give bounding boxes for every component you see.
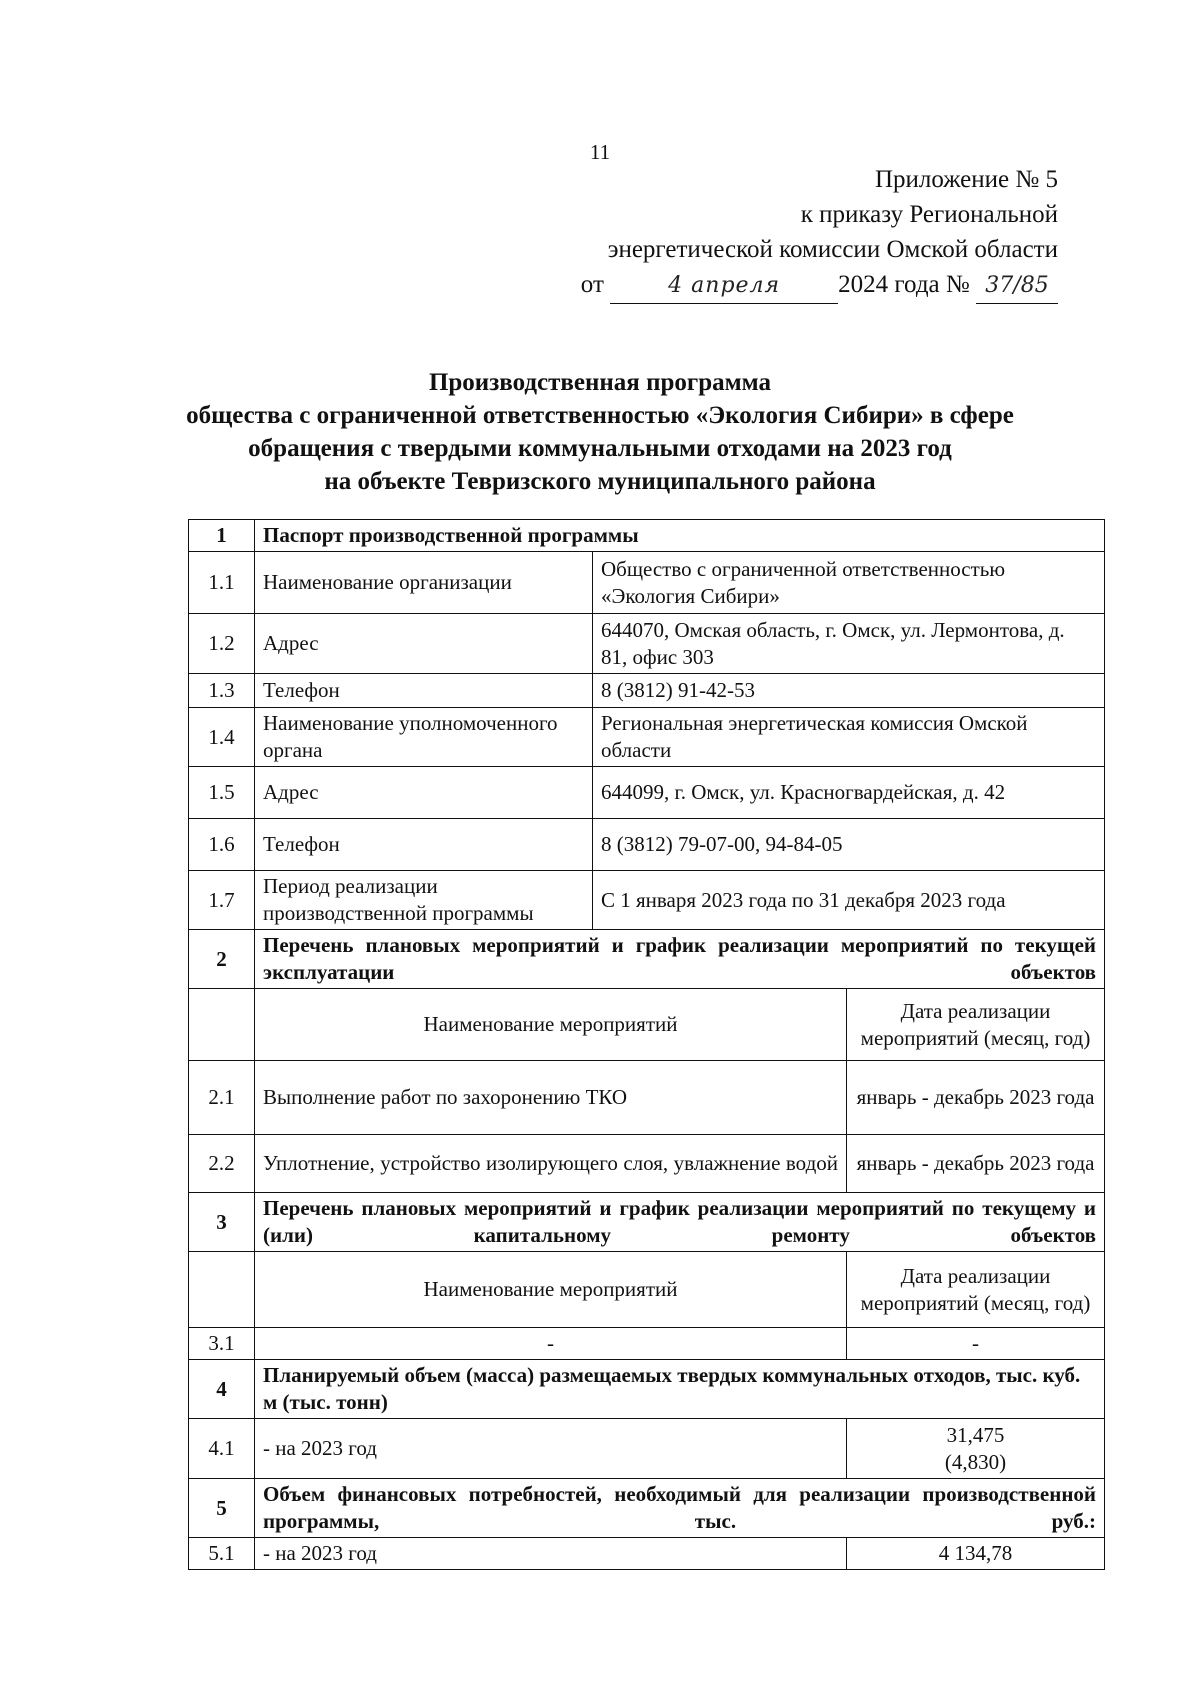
row-value: Общество с ограниченной ответственностью «Экология Сибири» [593, 552, 1105, 614]
section-2-header [189, 930, 1105, 989]
empty-cell [189, 1252, 255, 1328]
row-date: - [847, 1328, 1105, 1360]
section-heading: Объем финансовых потребностей, необходимый для реализации производственной программы, тыс. руб.: [255, 1479, 1105, 1538]
row-value: 8 (3812) 79-07-00, 94-84-05 [593, 819, 1105, 871]
row-label: - на 2023 год [255, 1419, 847, 1479]
table-row [189, 1538, 1105, 1570]
row-label: Телефон [255, 674, 593, 708]
table-row [189, 1328, 1105, 1360]
annex-line-2: к приказу Региональной [800, 201, 1058, 228]
row-number: 1.6 [189, 819, 255, 871]
table-row [189, 614, 1105, 674]
section-heading: Паспорт производственной программы [255, 520, 1105, 552]
handwritten-order-number: 37/85 [976, 268, 1058, 304]
row-number: 1.7 [189, 871, 255, 930]
row-number: 2.1 [189, 1061, 255, 1135]
row-value: Региональная энергетическая комиссия Омской области [593, 708, 1105, 767]
row-value: 644099, г. Омск, ул. Красногвардейская, д. 42 [593, 767, 1105, 819]
section-3-header [189, 1193, 1105, 1252]
row-label: Адрес [255, 614, 593, 674]
annex-line-1: Приложение № 5 [874, 166, 1058, 193]
column-header-date: Дата реализации мероприятий (месяц, год) [847, 989, 1105, 1061]
section-number: 2 [189, 930, 255, 989]
volume-value: 31,475 [946, 1422, 1005, 1447]
table-row [189, 1135, 1105, 1193]
row-value: 8 (3812) 91-42-53 [593, 674, 1105, 708]
row-number: 3.1 [189, 1328, 255, 1360]
column-header-name: Наименование мероприятий [255, 1252, 847, 1328]
row-label: Адрес [255, 767, 593, 819]
section-1-header [189, 520, 1105, 552]
row-value [847, 1419, 1105, 1479]
document-title [100, 366, 1100, 498]
row-number: 2.2 [189, 1135, 255, 1193]
row-date: январь - декабрь 2023 года [847, 1061, 1105, 1135]
table-row [189, 708, 1105, 767]
page-number: 11 [589, 140, 611, 164]
row-name: - [255, 1328, 847, 1360]
row-label: - на 2023 год [255, 1538, 847, 1570]
section-heading: Планируемый объем (масса) размещаемых твердых коммунальных отходов, тыс. куб. м (тыс. тонн) [255, 1360, 1105, 1419]
table-row [189, 674, 1105, 708]
column-header-date: Дата реализации мероприятий (месяц, год) [847, 1252, 1105, 1328]
table-row [189, 767, 1105, 819]
annex-block [581, 162, 1058, 304]
row-number: 1.3 [189, 674, 255, 708]
table-row [189, 552, 1105, 614]
section-number: 4 [189, 1360, 255, 1419]
title-line-1: Производственная программа [428, 369, 772, 396]
section-5-header [189, 1479, 1105, 1538]
row-number: 5.1 [189, 1538, 255, 1570]
title-line-3: обращения с твердыми коммунальными отходами на 2023 год [248, 435, 952, 462]
mass-value: (4,830) [944, 1449, 1007, 1474]
year-text: 2024 года № [838, 271, 970, 298]
row-number: 4.1 [189, 1419, 255, 1479]
title-line-2: общества с ограниченной ответственностью «Экология Сибири» в сфере [186, 402, 1014, 429]
title-line-4: на объекте Тевризского муниципального района [324, 468, 876, 495]
handwritten-date: 4 апреля [610, 268, 838, 304]
row-value: 4 134,78 [847, 1538, 1105, 1570]
table-row [189, 819, 1105, 871]
section-heading: Перечень плановых мероприятий и график реализации мероприятий по текущему и (или) капитальному ремонту объектов [255, 1193, 1105, 1252]
row-value: С 1 января 2023 года по 31 декабря 2023 года [593, 871, 1105, 930]
row-label: Телефон [255, 819, 593, 871]
row-number: 1.2 [189, 614, 255, 674]
row-name: Выполнение работ по захоронению ТКО [255, 1061, 847, 1135]
row-label: Наименование организации [255, 552, 593, 614]
program-table [188, 519, 1105, 1570]
date-prefix: от [580, 271, 604, 298]
row-number: 1.1 [189, 552, 255, 614]
section-4-header [189, 1360, 1105, 1419]
empty-cell [189, 989, 255, 1061]
section-heading: Перечень плановых мероприятий и график реализации мероприятий по текущей эксплуатации объектов [255, 930, 1105, 989]
row-date: январь - декабрь 2023 года [847, 1135, 1105, 1193]
row-label: Наименование уполномоченного органа [255, 708, 593, 767]
table-row [189, 871, 1105, 930]
row-number: 1.5 [189, 767, 255, 819]
annex-date-line [581, 267, 1058, 304]
section-number: 5 [189, 1479, 255, 1538]
row-value: 644070, Омская область, г. Омск, ул. Лермонтова, д. 81, офис 303 [593, 614, 1105, 674]
column-header-row [189, 989, 1105, 1061]
row-name: Уплотнение, устройство изолирующего слоя, увлажнение водой [255, 1135, 847, 1193]
section-number: 3 [189, 1193, 255, 1252]
row-number: 1.4 [189, 708, 255, 767]
column-header-name: Наименование мероприятий [255, 989, 847, 1061]
section-number: 1 [189, 520, 255, 552]
table-row [189, 1419, 1105, 1479]
annex-line-3: энергетической комиссии Омской области [607, 236, 1058, 263]
table-row [189, 1061, 1105, 1135]
column-header-row [189, 1252, 1105, 1328]
row-label: Период реализации производственной программы [255, 871, 593, 930]
